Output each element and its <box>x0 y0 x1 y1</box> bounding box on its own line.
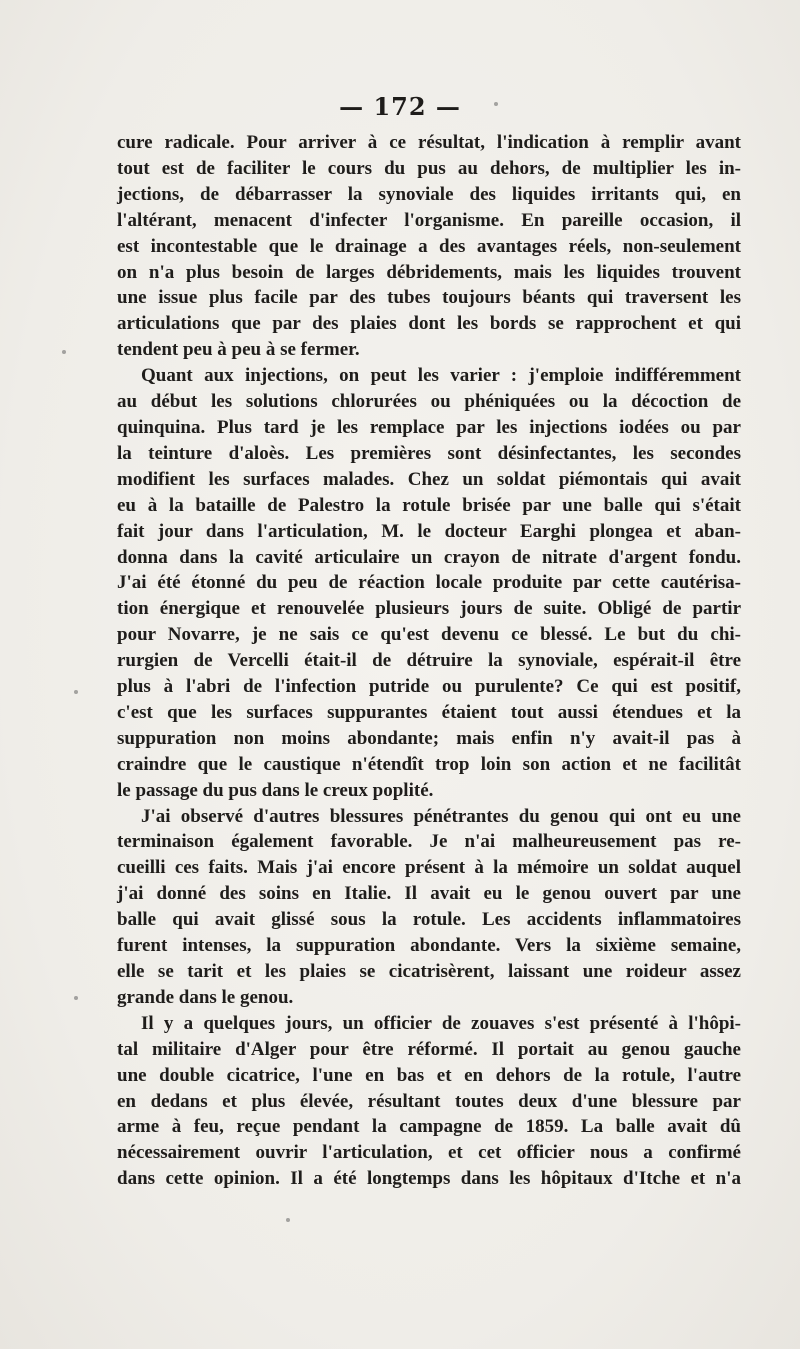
text-line: J'ai été étonné du peu de réaction locale produite par cette cautérisa- <box>117 572 741 594</box>
paragraph-1 <box>117 130 741 363</box>
text-line: tion énergique et renouvelée plusieurs jours de suite. Obligé de partir <box>117 598 741 620</box>
page-number: — 172 — <box>339 92 461 121</box>
paper-speck <box>62 350 66 354</box>
text-line: on n'a plus besoin de larges débridements, mais les liquides trouvent <box>117 261 741 283</box>
paragraph-4 <box>117 1011 741 1192</box>
text-line: dans cette opinion. Il a été longtemps dans les hôpitaux d'Itche et n'a <box>117 1168 741 1190</box>
text-line: au début les solutions chlorurées ou phéniquées ou la décoction de <box>117 391 741 413</box>
text-line: grande dans le genou. <box>117 986 294 1008</box>
text-line: craindre que le caustique n'étendît trop loin son action et ne facilitât <box>117 753 741 775</box>
text-line: furent intenses, la suppuration abondante. Vers la sixième semaine, <box>117 935 741 957</box>
paper-speck <box>286 1218 290 1222</box>
text-line: eu à la bataille de Palestro la rotule brisée par une balle qui s'était <box>117 494 741 516</box>
text-line: elle se tarit et les plaies se cicatrisèrent, laissant une roideur assez <box>117 961 741 982</box>
text-line: tout est de faciliter le cours du pus au dehors, de multiplier les in- <box>117 157 741 179</box>
text-line: la teinture d'aloès. Les premières sont désinfectantes, les secondes <box>117 442 741 464</box>
text-line: une issue plus facile par des tubes toujours béants qui traversent les <box>117 287 741 309</box>
text-line: Il y a quelques jours, un officier de zouaves s'est présenté à l'hôpi- <box>141 1012 741 1034</box>
paragraph-3 <box>117 804 741 1011</box>
paper-speck <box>494 102 498 106</box>
text-line: suppuration non moins abondante; mais enfin n'y avait-il pas à <box>117 727 741 749</box>
text-line: jections, de débarrasser la synoviale des liquides irritants qui, en <box>117 183 741 205</box>
text-line: donna dans la cavité articulaire un crayon de nitrate d'argent fondu. <box>117 546 741 568</box>
text-line: terminaison également favorable. Je n'ai malheureusement pas re- <box>117 831 741 853</box>
text-line: en dedans et plus élevée, résultant toutes deux d'une blessure par <box>117 1090 741 1112</box>
text-line: fait jour dans l'articulation, M. le docteur Earghi plongea et aban- <box>117 520 741 542</box>
text-line: tendent peu à peu à se fermer. <box>117 339 360 361</box>
text-line: modifient les surfaces malades. Chez un soldat piémontais qui avait <box>117 468 741 490</box>
text-line: quinquina. Plus tard je les remplace par les injections iodées ou par <box>117 416 741 438</box>
text-line: cure radicale. Pour arriver à ce résultat, l'indication à remplir avant <box>117 132 741 153</box>
body-text <box>117 130 741 1192</box>
text-line: rurgien de Vercelli était-il de détruire la synoviale, espérait-il être <box>117 650 741 672</box>
paragraph-2 <box>117 363 741 803</box>
text-line: est incontestable que le drainage a des avantages réels, non-seulement <box>117 235 741 257</box>
text-line: une double cicatrice, l'une en bas et en dehors de la rotule, l'autre <box>117 1064 741 1086</box>
text-line: Quant aux injections, on peut les varier : j'emploie indifféremment <box>141 365 741 387</box>
text-line: l'altérant, menacent d'infecter l'organisme. En pareille occasion, il <box>117 209 741 231</box>
text-line: arme à feu, reçue pendant la campagne de 1859. La balle avait dû <box>117 1116 741 1138</box>
text-line: c'est que les surfaces suppurantes étaient tout aussi étendues et la <box>117 701 741 723</box>
text-line: J'ai observé d'autres blessures pénétrantes du genou qui ont eu une <box>141 805 741 827</box>
text-line: cueilli ces faits. Mais j'ai encore présent à la mémoire un soldat auquel <box>117 857 741 879</box>
text-line: pour Novarre, je ne sais ce qu'est devenu ce blessé. Le but du chi- <box>117 624 741 646</box>
text-line: tal militaire d'Alger pour être réformé. Il portait au genou gauche <box>117 1038 741 1060</box>
text-line: nécessairement ouvrir l'articulation, et cet officier nous a confirmé <box>117 1142 741 1164</box>
paper-speck <box>74 996 78 1000</box>
paper-speck <box>74 690 78 694</box>
text-line: balle qui avait glissé sous la rotule. Les accidents inflammatoires <box>117 909 741 931</box>
text-line: le passage du pus dans le creux poplité. <box>117 779 434 801</box>
text-line: j'ai donné des soins en Italie. Il avait eu le genou ouvert par une <box>117 883 741 905</box>
text-line: articulations que par des plaies dont les bords se rapprochent et qui <box>117 313 741 335</box>
text-line: plus à l'abri de l'infection putride ou purulente? Ce qui est positif, <box>117 676 741 698</box>
